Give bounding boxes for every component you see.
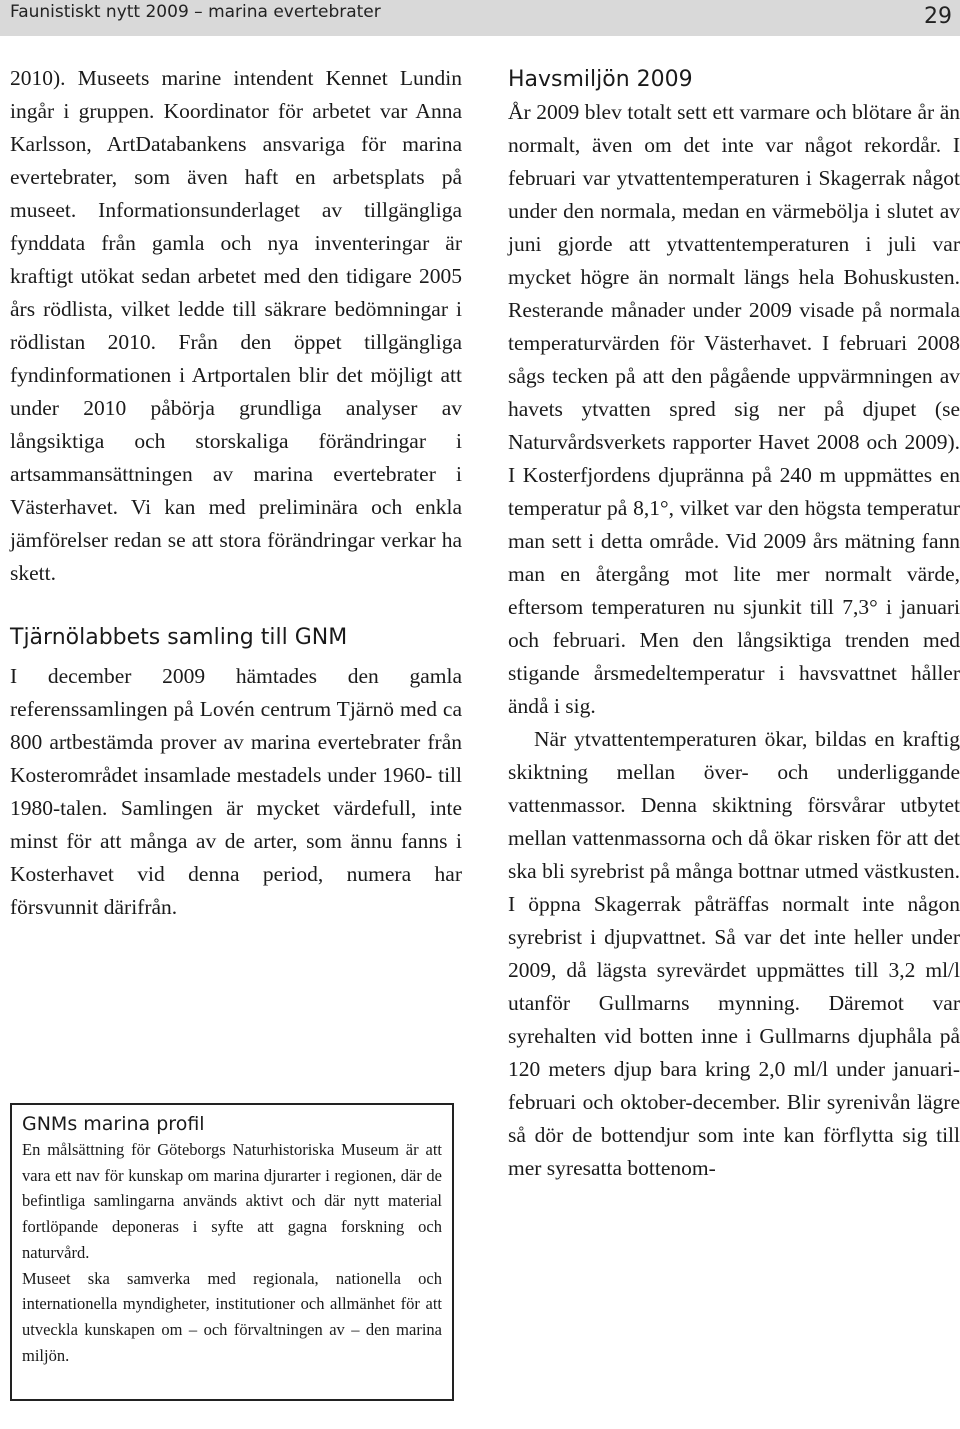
skiktning-paragraph: När ytvattentemperaturen ökar, bildas en kraftig skiktning mellan över- och underliggande vattenmassor. Denna skiktning försvårar utbytet mellan vattenmassorna och då ökar risken för att det ska bli syrebrist på många bottnar utmed västkusten. I öppna Skagerrak påträffas normalt inte någon syrebrist i djupvattnet. Så var det inte heller under 2009, då lägsta syrevärdet uppmättes till 3,2 ml/l utanför Gullmarns mynning. Däremot var syrehalten vid botten inne i Gullmarns djuphåla på 120 meters djup bara kring 2,0 ml/l under januari-februari och oktober-december. Blir syrenivån lägre så dör de bottendjur som inte kan förflytta sig till mer syresatta bottenom- <box>508 727 960 1180</box>
box-paragraph-cooperation: Museet ska samverka med regionala, nationella och internationella myndigheter, institutioner och allmänhet för att utveckla kunskapen om – och förvaltningen av – den marina miljön. <box>22 1268 442 1365</box>
page-number: 29 <box>924 4 952 29</box>
page-header <box>0 0 960 36</box>
right-column <box>508 64 960 1185</box>
gnm-profile-box <box>10 1103 454 1401</box>
left-column <box>10 62 462 924</box>
havsmiljo-heading: Havsmiljön 2009 <box>508 67 693 92</box>
museum-paragraph: 2010). Museets marine intendent Kennet Lundin ingår i gruppen. Koordinator för arbetet var Anna Karlsson, ArtDatabankens ansvariga för marina evertebrater, som även haft en arbetsplats på museet. Informationsunderlaget av tillgängliga fynddata från gamla och nya inventeringar är kraftigt utökat sedan arbetet med den tidigare 2005 års rödlista, vilket ledde till säkrare bedömningar i rödlistan 2010. Från den öppet tillgängliga fyndinformationen i Artportalen blir det möjligt att under 2010 påbörja grundliga analyser av långsiktiga och storskaliga förändringar i artsammansättningen av marina evertebrater i Västerhavet. Vi kan med preliminära och enkla jämförelser redan se att stora förändringar verkar ha skett. <box>10 66 462 585</box>
tjarno-heading: Tjärnölabbets samling till GNM <box>10 625 348 650</box>
tjarno-paragraph: I december 2009 hämtades den gamla referenssamlingen på Lovén centrum Tjärnö med ca 800 artbestämda prover av marina evertebrater från Kosterområdet insamlade mestadels under 1960- till 1980-talen. Samlingen är mycket värdefull, inte minst för att många av de arter, som ännu fanns i Kosterhavet vid denna period, numera har försvunnit därifrån. <box>10 664 462 919</box>
box-title: GNMs marina profil <box>22 1113 205 1135</box>
havsmiljo-paragraph: År 2009 blev totalt sett ett varmare och blötare år än normalt, även om det inte var något rekordår. I februari var ytvattentemperaturen i Skagerrak något under den normala, medan en värmebölja i slutet av juni gjorde att ytvattentemperaturen i juli var mycket högre än normalt längs hela Bohuskusten. Resterande månader under 2009 visade på normala temperaturvärden för Västerhavet. I februari 2008 sågs tecken på att den pågående uppvärmningen av havets ytvatten spred sig ner på djupet (se Naturvårdsverkets rapporter Havet 2008 och 2009). I Kosterfjordens djupränna på 240 m uppmättes en temperatur på 8,1°, vilket var den högsta temperatur man sett i detta område. Vid 2009 års mätning fann man en återgång mot lite mer normalt värde, eftersom temperaturen nu sjunkit till 7,3° i januari och februari. Men den långsiktiga trenden med stigande årsmedeltemperatur i havsvattnet håller ändå i sig. <box>508 100 960 718</box>
box-paragraph-goal: En målsättning för Göteborgs Naturhistoriska Museum är att vara ett nav för kunskap om marina djurarter i regionen, där de befintliga samlingarna används aktivt och där nytt material fortlöpande deponeras i syfte att gagna forskning och naturvård. <box>22 1140 442 1262</box>
journal-title: Faunistiskt nytt 2009 – marina evertebrater <box>10 2 381 22</box>
